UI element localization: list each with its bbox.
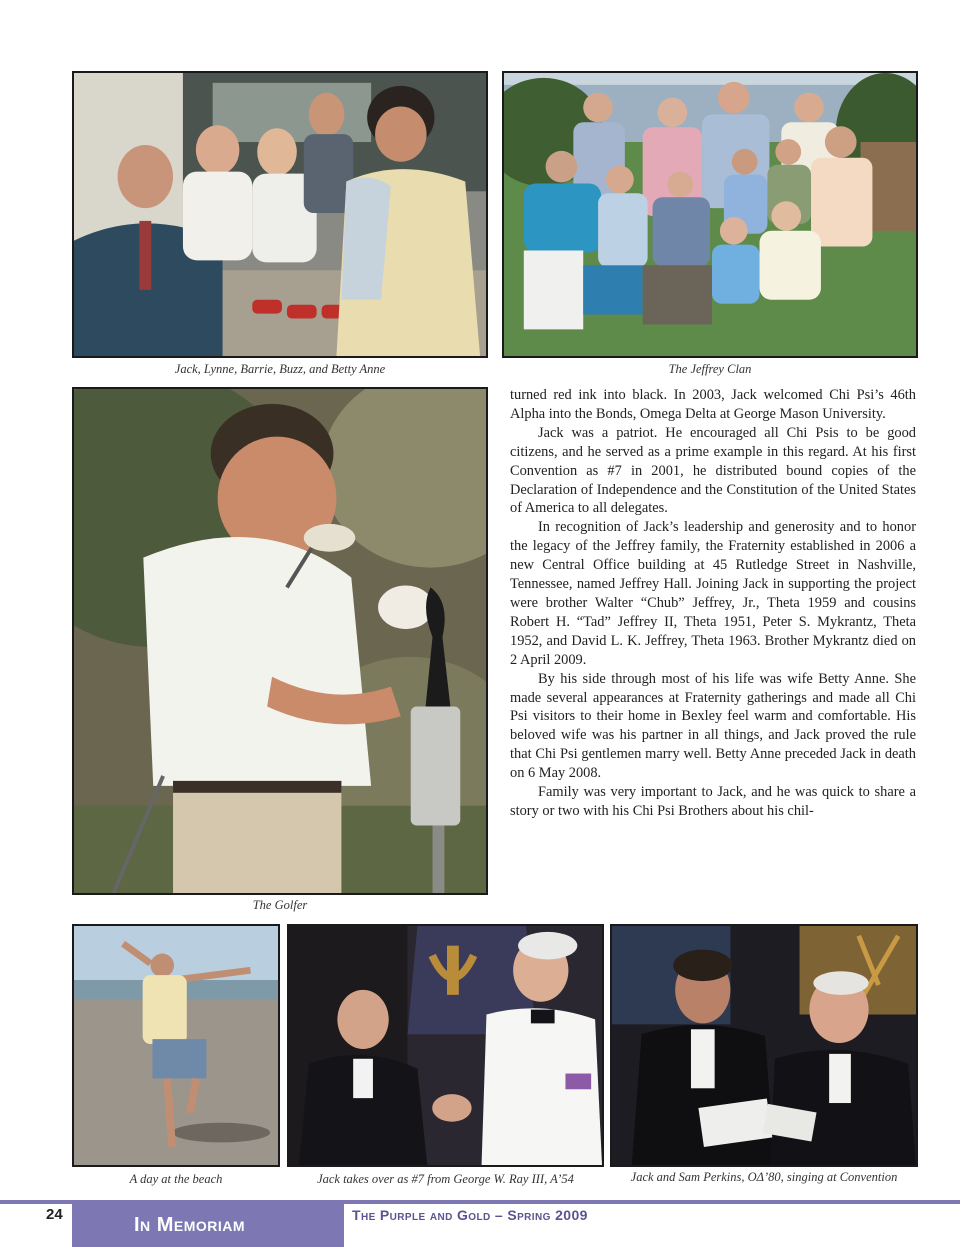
publication-title: The Purple and Gold – Spring 2009 — [352, 1207, 588, 1223]
article-paragraph: In recognition of Jack’s leadership and generosity and to honor the legacy of the Jeffrey family, the Fraternity established in 2006 a new Central Office building at 45 Rutledge Street in Nashville, Tennessee, named Jeffrey Hall. Joining Jack in supporting the project were brother Walter “Chub” Jeffrey, Jr., Theta 1959 and cousins Robert H. “Tad” Jeffrey II, Theta 1951, Peter S. Mykrantz, Theta 1952, and David L. K. Jeffrey, Theta 1963. Brother Mykrantz died on 2 April 2009. — [510, 519, 916, 668]
article-paragraph: Jack was a patriot. He encouraged all Chi Psis to be good citizens, and he served as a prime example in this regard. At his first Convention as #7 in 2001, he distributed bound copies of the Declaration of Independence and the Constitution of the United States of America to all delegates. — [510, 424, 916, 517]
beach-photo — [72, 924, 280, 1167]
page-number: 24 — [46, 1206, 63, 1223]
article-paragraph: turned red ink into black. In 2003, Jack welcomed Chi Psi’s 46th Alpha into the Bonds, Omega Delta at George Mason University. — [510, 387, 916, 422]
article-paragraph: Family was very important to Jack, and he was quick to share a story or two with his Chi Psi Brothers about his chil- — [510, 784, 916, 819]
singing-photo — [610, 924, 918, 1167]
handshake-photo — [287, 924, 604, 1167]
golfer-photo — [72, 387, 488, 895]
article-paragraph: By his side through most of his life was wife Betty Anne. She made several appearances at Fraternity gatherings and made all Chi Psi visitors to their home in Bexley feel warm and comfortable. His beloved wife was his partner in all things, and Jack proved the rule that Chi Psi gentlemen marry well. Betty Anne preceded Jack in death on 6 May 2008. — [510, 670, 916, 782]
clan-photo-caption: The Jeffrey Clan — [668, 362, 752, 376]
beach-photo-caption: A day at the beach — [129, 1172, 223, 1186]
golfer-photo-caption: The Golfer — [252, 898, 308, 912]
handshake-photo-caption: Jack takes over as #7 from George W. Ray III, A’54 — [317, 1172, 574, 1186]
singing-photo-caption: Jack and Sam Perkins, OΔ’80, singing at Convention — [630, 1170, 898, 1184]
clan-photo — [502, 71, 918, 358]
section-title: In Memoriam — [134, 1214, 246, 1236]
family-photo — [72, 71, 488, 358]
section-tab — [72, 1204, 344, 1247]
article-body — [510, 386, 916, 821]
family-photo-caption: Jack, Lynne, Barrie, Buzz, and Betty Anne — [174, 362, 386, 376]
